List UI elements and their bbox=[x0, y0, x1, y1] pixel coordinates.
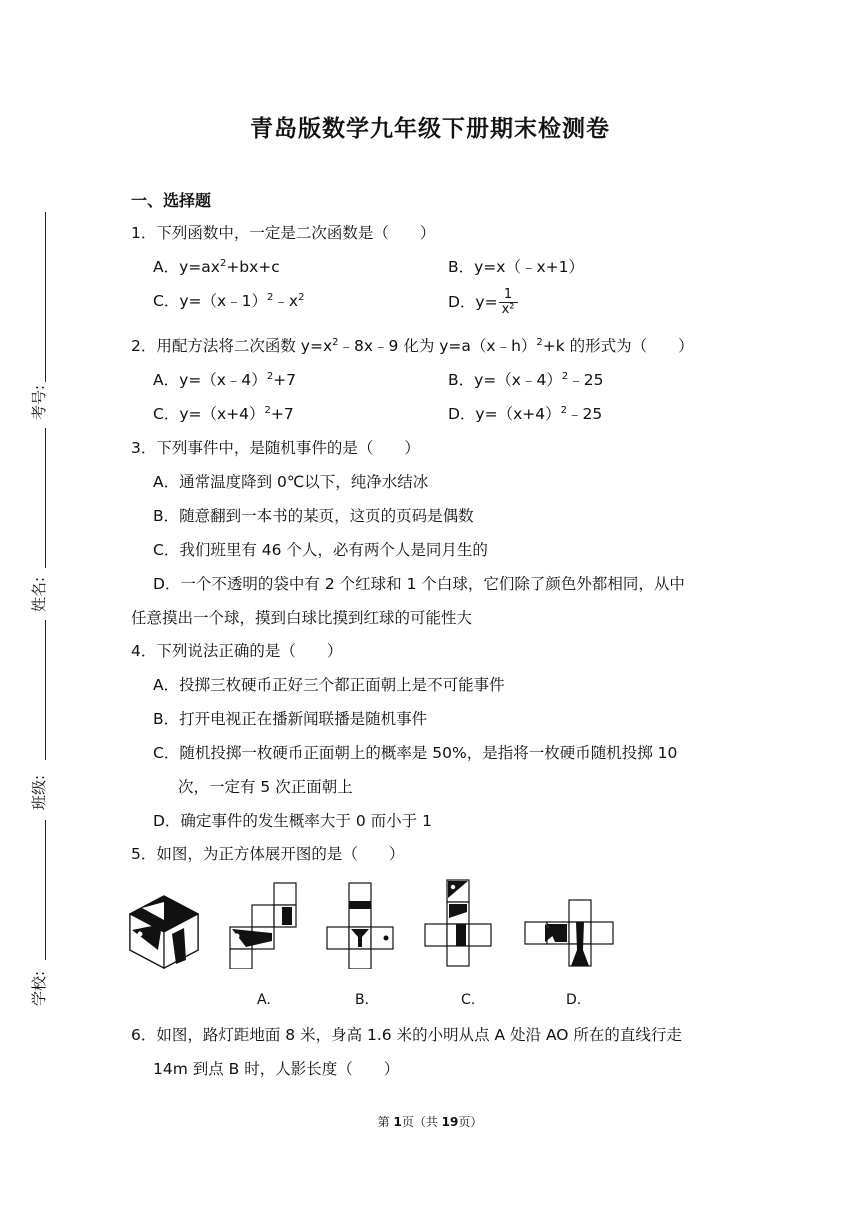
question-6: 6．如图，路灯距地面 8 米，身高 1.6 米的小明从点 A 处沿 AO 所在的直线行走 bbox=[131, 1026, 682, 1044]
q3-option-a: A．通常温度降到 0℃以下，纯净水结冰 bbox=[153, 473, 429, 491]
question-3: 3．下列事件中，是随机事件的是（ ） bbox=[131, 439, 420, 457]
page-number: 1 bbox=[393, 1115, 402, 1129]
q3-option-d-continued: 任意摸出一个球，摸到白球比摸到红球的可能性大 bbox=[131, 609, 473, 627]
question-5: 5．如图，为正方体展开图的是（ ） bbox=[131, 845, 405, 863]
class-label: 班级: bbox=[30, 774, 48, 810]
exam-number-label: 考号: bbox=[30, 384, 48, 420]
question-4: 4．下列说法正确的是（ ） bbox=[131, 642, 343, 660]
section-heading: 一、选择题 bbox=[131, 191, 212, 210]
page-title: 青岛版数学九年级下册期末检测卷 bbox=[250, 116, 610, 142]
q4-option-c-continued: 次，一定有 5 次正面朝上 bbox=[178, 778, 353, 796]
q1-option-b: B．y=x（﹣x+1） bbox=[448, 258, 584, 276]
question-2: 2．用配方法将二次函数 $y=x^2﹣8x﹣9$ 化为 y=a（x﹣h）$^2$+k 的形式为（ ） bbox=[131, 337, 694, 355]
caption-a: A. bbox=[257, 992, 271, 1008]
q3-option-d: D．一个不透明的袋中有 2 个红球和 1 个白球，它们除了颜色外都相同，从中 bbox=[153, 575, 685, 593]
caption-b: B. bbox=[355, 992, 370, 1008]
total-pages: 19 bbox=[441, 1115, 459, 1129]
q2-option-b: B．y=（x﹣4）$^2$﹣25 bbox=[448, 371, 604, 389]
q1-option-a: A．$y=ax^2+bx+c$ bbox=[153, 258, 280, 276]
q3-option-b: B．随意翻到一本书的某页，这页的页码是偶数 bbox=[153, 507, 474, 525]
caption-d: D. bbox=[566, 992, 582, 1008]
page-footer: 第 1页（共 19页） bbox=[377, 1115, 483, 1129]
q4-option-d: D．确定事件的发生概率大于 0 而小于 1 bbox=[153, 812, 432, 830]
binding-line bbox=[45, 820, 46, 960]
q4-option-b: B．打开电视正在播新闻联播是随机事件 bbox=[153, 710, 428, 728]
q4-option-a: A．投掷三枚硬币正好三个都正面朝上是不可能事件 bbox=[153, 676, 505, 694]
q1-option-d: D．y= $\frac{1}{\text{x²}}$ bbox=[448, 288, 518, 317]
binding-line bbox=[45, 428, 46, 568]
q2-option-c: C．$y=(x+4)^2+7$ bbox=[153, 405, 294, 423]
q2-option-d: D．$y=(x+4)^2﹣25$ bbox=[448, 405, 603, 423]
binding-line bbox=[45, 212, 46, 382]
net-option-a bbox=[226, 881, 298, 969]
fraction: $\frac{1}{\text{x²}}$ bbox=[499, 288, 518, 317]
q3-option-c: C．我们班里有 46 个人，必有两个人是同月生的 bbox=[153, 541, 488, 559]
q2-option-a: A．y=（x﹣4）$^2$+7 bbox=[153, 371, 297, 389]
name-label: 姓名: bbox=[30, 576, 48, 612]
caption-c: C. bbox=[461, 992, 476, 1008]
school-label: 学校: bbox=[30, 970, 48, 1006]
q1-option-c: C．$y=(x﹣1)^2﹣x^2$ bbox=[153, 292, 305, 310]
q4-option-c: C．随机投掷一枚硬币正面朝上的概率是 50%，是指将一枚硬币随机投掷 10 bbox=[153, 744, 678, 762]
binding-line bbox=[45, 620, 46, 760]
question-6-continued: 14m 到点 B 时，人影长度（ ） bbox=[153, 1060, 400, 1078]
net-option-c bbox=[422, 878, 494, 968]
cube-figure bbox=[128, 894, 200, 970]
question-1: 1．下列函数中，一定是二次函数是（ ） bbox=[131, 224, 436, 242]
net-option-b bbox=[324, 881, 396, 969]
net-option-d bbox=[521, 898, 615, 968]
